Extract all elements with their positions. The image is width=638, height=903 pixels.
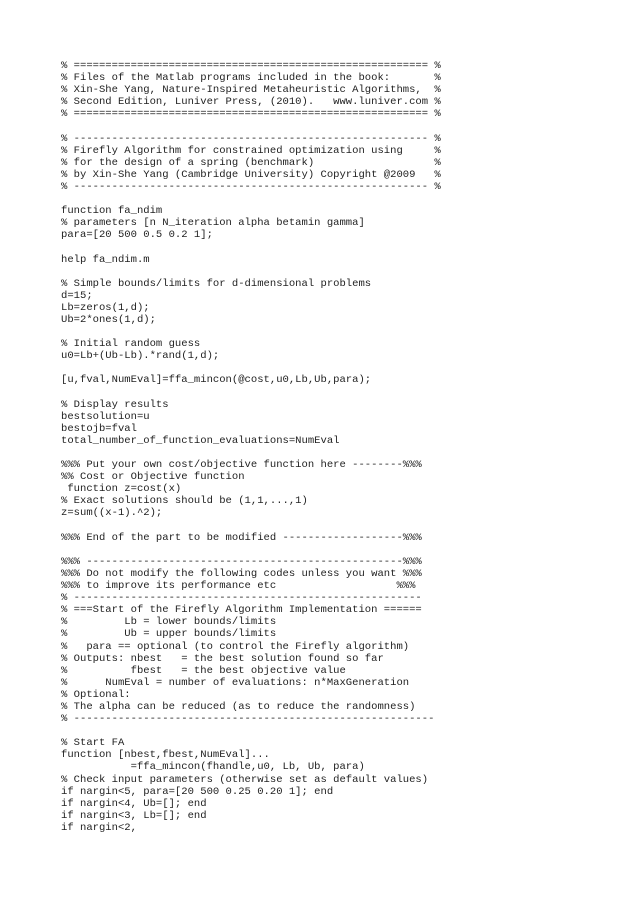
code-line: function z=cost(x) xyxy=(61,483,182,496)
code-line: %%% End of the part to be modified -------------------%%% xyxy=(61,531,422,544)
code-line: %%% --------------------------------------------------%%% xyxy=(61,555,422,568)
code-line: help fa_ndim.m xyxy=(61,253,150,266)
code-line: % for the design of a spring (benchmark) % xyxy=(61,156,441,169)
blank-line xyxy=(61,362,441,374)
code-line: % Optional: xyxy=(61,688,131,701)
code-line: % para == optional (to control the Firefly algorithm) xyxy=(61,640,410,653)
code-line: function fa_ndim xyxy=(61,205,163,218)
blank-line xyxy=(61,387,441,399)
code-line: % Outputs: nbest = the best solution found so far xyxy=(61,652,384,665)
code-line: % -------------------------------------------------------- % xyxy=(61,180,441,193)
code-line: % NumEval = number of evaluations: n*MaxGeneration xyxy=(61,676,410,689)
blank-line xyxy=(61,447,441,459)
code-line: if nargin<5, para=[20 500 0.25 0.20 1]; end xyxy=(61,785,334,798)
code-line: % Second Edition, Luniver Press, (2010). www.luniver.com % xyxy=(61,96,441,109)
code-line: % fbest = the best objective value xyxy=(61,664,346,677)
code-line: % --------------------------------------------------------- xyxy=(61,713,435,726)
code-line: % Firefly Algorithm for constrained optimization using % xyxy=(61,144,441,157)
blank-line xyxy=(61,120,441,132)
blank-line xyxy=(61,520,441,532)
code-line: %% Cost or Objective function xyxy=(61,471,245,484)
code-line: % -------------------------------------------------------- % xyxy=(61,132,441,145)
blank-line xyxy=(61,326,441,338)
code-line: % Ub = upper bounds/limits xyxy=(61,628,277,641)
blank-line xyxy=(61,544,441,556)
code-line: %%% Do not modify the following codes unless you want %%% xyxy=(61,567,422,580)
code-line: % Lb = lower bounds/limits xyxy=(61,616,277,629)
code-line: para=[20 500 0.5 0.2 1]; xyxy=(61,229,213,242)
code-line: =ffa_mincon(fhandle,u0, Lb, Ub, para) xyxy=(61,761,365,774)
code-line: % Check input parameters (otherwise set as default values) xyxy=(61,773,429,786)
code-line: % Xin-She Yang, Nature-Inspired Metaheuristic Algorithms, % xyxy=(61,84,441,97)
code-line: % Exact solutions should be (1,1,...,1) xyxy=(61,495,308,508)
code-line: % Start FA xyxy=(61,737,125,750)
blank-line xyxy=(61,241,441,253)
code-line: bestsolution=u xyxy=(61,410,150,423)
blank-line xyxy=(61,266,441,278)
blank-line xyxy=(61,725,441,737)
code-line: if nargin<2, xyxy=(61,821,137,834)
code-line: % Files of the Matlab programs included in the book: % xyxy=(61,72,441,85)
code-line: if nargin<3, Lb=[]; end xyxy=(61,809,207,822)
code-line: % by Xin-She Yang (Cambridge University) Copyright @2009 % xyxy=(61,168,441,181)
code-line: bestojb=fval xyxy=(61,422,137,435)
matlab-code-listing xyxy=(61,60,441,834)
code-line: function [nbest,fbest,NumEval]... xyxy=(61,749,270,762)
code-line: % parameters [n N_iteration alpha betamin gamma] xyxy=(61,217,365,230)
code-line: if nargin<4, Ub=[]; end xyxy=(61,797,207,810)
blank-line xyxy=(61,193,441,205)
code-line: d=15; xyxy=(61,289,93,302)
code-line: u0=Lb+(Ub-Lb).*rand(1,d); xyxy=(61,350,220,363)
code-line: % ===Start of the Firefly Algorithm Implementation ====== xyxy=(61,604,422,617)
code-line: % Initial random guess xyxy=(61,338,201,351)
code-line: %%% to improve its performance etc %%% xyxy=(61,580,416,593)
code-line: % ======================================================== % xyxy=(61,108,441,121)
code-line: % ------------------------------------------------------- xyxy=(61,592,422,605)
code-line: total_number_of_function_evaluations=NumEval xyxy=(61,434,340,447)
code-line: % Simple bounds/limits for d-dimensional problems xyxy=(61,277,372,290)
code-line: % ======================================================== % xyxy=(61,60,441,72)
code-line: [u,fval,NumEval]=ffa_mincon(@cost,u0,Lb,Ub,para); xyxy=(61,374,372,387)
code-line: Ub=2*ones(1,d); xyxy=(61,313,156,326)
code-line: % Display results xyxy=(61,398,169,411)
code-line: % The alpha can be reduced (as to reduce the randomness) xyxy=(61,700,416,713)
code-line: %%% Put your own cost/objective function here --------%%% xyxy=(61,459,422,472)
code-line: Lb=zeros(1,d); xyxy=(61,301,150,314)
code-line: z=sum((x-1).^2); xyxy=(61,507,163,520)
